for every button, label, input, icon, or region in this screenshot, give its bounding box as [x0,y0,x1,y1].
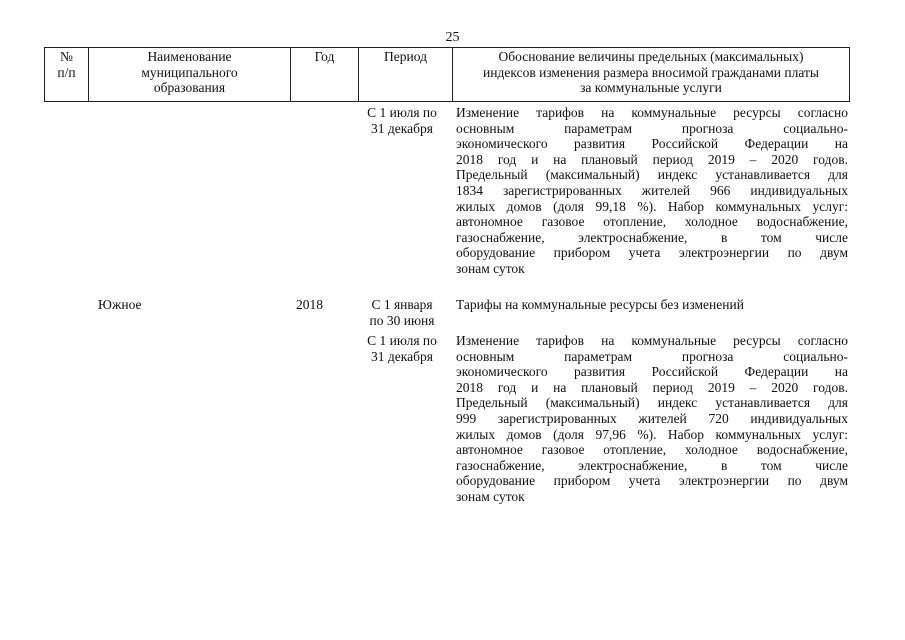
period-jan-jun: С 1 января по 30 июня [369,297,435,328]
text-word: в [720,229,728,245]
text-line: автономное газовое отопление, холодное водоснабжение, [456,214,848,230]
text-word: числе [815,457,848,473]
text-line: оборудование прибором учета электроэнергии по двум [456,473,848,489]
block1-period: С 1 июля по 31 декабря [367,105,437,136]
text-word: основным [456,120,515,136]
text-word: числе [815,229,848,245]
text-line: оборудование прибором учета электроэнергии по двум [456,245,848,261]
text-word: социально- [783,120,848,136]
header-municipality-cell [89,48,291,102]
text-line: экономического развития Российской Федерации на [456,136,848,152]
text-line: 1834 зарегистрированных жителей 966 индивидуальных [456,182,848,198]
text-line: Изменение тарифов на коммунальные ресурсы согласно [456,105,848,120]
header-basis-cell [453,48,850,102]
text-line [456,458,848,474]
header-period-label: Период [384,49,427,64]
text-word: газоснабжение, [456,457,545,473]
text-line: жилых домов (доля 99,18 %). Набор коммунальных услуг: [456,198,848,214]
header-year-cell [291,48,359,102]
text-word: параметрам [564,348,632,364]
header-period-cell [359,48,453,102]
text-word: в [720,457,728,473]
text-word: прогноза [681,348,734,364]
page-number: 25 [445,30,460,45]
text-line: жилых домов (доля 97,96 %). Набор коммунальных услуг: [456,426,848,442]
text-word: электроснабжение, [578,457,688,473]
text-word: электроснабжение, [578,229,688,245]
header-number-label: № п/п [57,49,76,80]
basis-no-change: Тарифы на коммунальные ресурсы без изменений [456,297,744,312]
text-line: 999 зарегистрированных жителей 720 индивидуальных [456,410,848,426]
header-basis-label: Обоснование величины предельных (максимальных) индексов изменения размера вносимой гражданами платы за коммунальные услуги [483,49,819,95]
text-word: том [760,229,782,245]
text-line [456,230,848,246]
text-line [456,121,848,137]
header-municipality-label: Наименование муниципального образования [141,49,238,95]
text-word: основным [456,348,515,364]
text-line: Предельный (максимальный) индекс устанавливается для [456,395,848,411]
text-line: 2018 год и на плановый период 2019 – 2020 годов. [456,379,848,395]
table-header [44,47,850,102]
text-line: зонам суток [456,260,525,276]
header-year-label: Год [314,49,335,64]
text-line: зонам суток [456,488,525,504]
text-word: газоснабжение, [456,229,545,245]
text-word: прогноза [681,120,734,136]
block1-basis-text [456,105,848,277]
text-word: том [760,457,782,473]
basis-tariff-change-text [456,333,848,505]
year-value: 2018 [296,297,323,312]
text-line: Изменение тарифов на коммунальные ресурсы согласно [456,333,848,348]
text-line: Предельный (максимальный) индекс устанавливается для [456,167,848,183]
header-number-cell [45,48,89,102]
text-word: параметрам [564,120,632,136]
municipality-name: Южное [98,297,142,312]
text-word: социально- [783,348,848,364]
period-jul-dec: С 1 июля по 31 декабря [367,333,437,364]
text-line: экономического развития Российской Федерации на [456,364,848,380]
text-line: автономное газовое отопление, холодное водоснабжение, [456,442,848,458]
text-line [456,349,848,365]
text-line: 2018 год и на плановый период 2019 – 2020 годов. [456,151,848,167]
